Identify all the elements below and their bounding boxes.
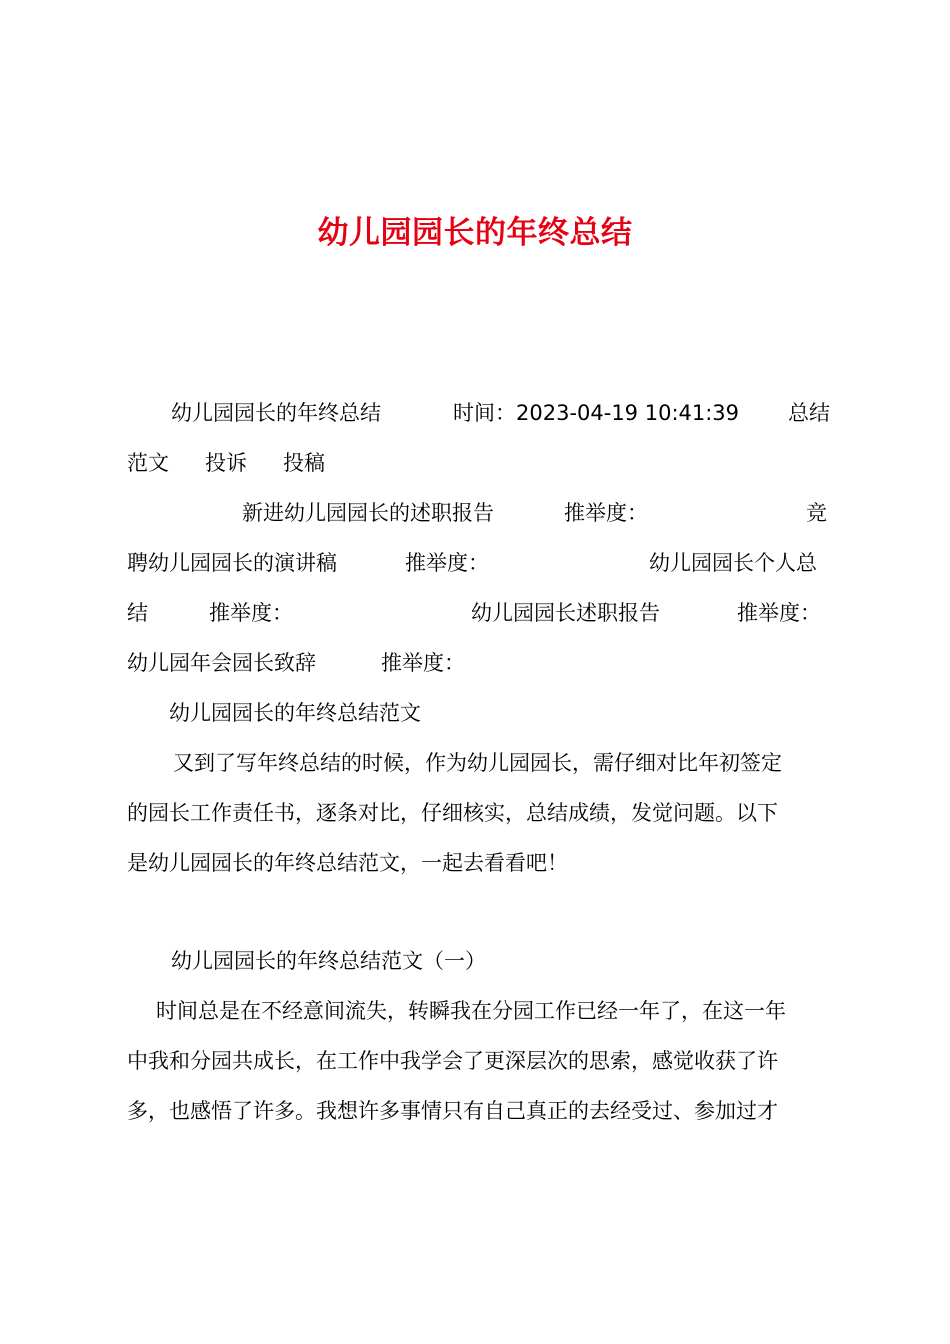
section1-heading: 幼儿园园长的年终总结范文（一） bbox=[171, 949, 486, 973]
related-line-3 bbox=[127, 588, 830, 638]
related-line-2 bbox=[127, 538, 830, 588]
submit-link[interactable]: 投稿 bbox=[283, 451, 325, 475]
recommend-label-1: 推举度： bbox=[564, 501, 648, 525]
paragraph-line bbox=[127, 1036, 830, 1086]
body-heading: 幼儿园园长的年终总结范文 bbox=[169, 701, 421, 725]
related-line-1 bbox=[127, 488, 830, 538]
paragraph-line bbox=[127, 838, 830, 888]
paragraph-line bbox=[127, 1086, 830, 1136]
recommend-label-5: 推举度： bbox=[381, 651, 465, 675]
paragraph-line bbox=[127, 738, 830, 788]
document-title: 幼儿园园长的年终总结 bbox=[317, 215, 633, 251]
recommend-label-3: 推举度： bbox=[209, 601, 293, 625]
meta-article-title: 幼儿园园长的年终总结 bbox=[171, 401, 381, 425]
section1-line-2: 中我和分园共成长，在工作中我学会了更深层次的思索，感觉收获了许 bbox=[127, 1049, 778, 1073]
meta-category-part2[interactable]: 范文 bbox=[127, 451, 169, 475]
meta-line bbox=[127, 388, 830, 438]
related-item-2-part1[interactable]: 竞 bbox=[806, 501, 827, 525]
meta-category-part1[interactable]: 总结 bbox=[788, 401, 830, 425]
related-item-2-part2[interactable]: 聘幼儿园园长的演讲稿 bbox=[127, 551, 337, 575]
related-item-4[interactable]: 幼儿园园长述职报告 bbox=[471, 601, 660, 625]
meta-line-2 bbox=[127, 438, 830, 488]
related-item-1[interactable]: 新进幼儿园园长的述职报告 bbox=[242, 501, 494, 525]
related-item-3-part2[interactable]: 结 bbox=[127, 601, 148, 625]
section1-line-1: 时间总是在不经意间流失，转瞬我在分园工作已经一年了，在这一年 bbox=[156, 999, 786, 1023]
related-item-3-part1[interactable]: 幼儿园园长个人总 bbox=[649, 551, 817, 575]
paragraph-line bbox=[127, 986, 830, 1036]
section1-line-3: 多，也感悟了许多。我想许多事情只有自己真正的去经受过、参加过才 bbox=[127, 1099, 778, 1123]
intro-line-2: 的园长工作责任书，逐条对比，仔细核实，总结成绩，发觉问题。以下 bbox=[127, 801, 778, 825]
related-item-5[interactable]: 幼儿园年会园长致辞 bbox=[127, 651, 316, 675]
recommend-label-2: 推举度： bbox=[405, 551, 489, 575]
recommend-label-4: 推举度： bbox=[737, 601, 821, 625]
section-heading-line bbox=[127, 936, 830, 986]
paragraph-line bbox=[127, 788, 830, 838]
complain-link[interactable]: 投诉 bbox=[205, 451, 247, 475]
intro-line-3: 是幼儿园园长的年终总结范文，一起去看看吧！ bbox=[127, 851, 568, 875]
body-heading-line bbox=[127, 688, 830, 738]
meta-time: 时间：2023-04-19 10:41:39 bbox=[453, 401, 740, 425]
intro-line-1: 又到了写年终总结的时候，作为幼儿园园长，需仔细对比年初签定 bbox=[173, 751, 782, 775]
related-line-4 bbox=[127, 638, 830, 688]
